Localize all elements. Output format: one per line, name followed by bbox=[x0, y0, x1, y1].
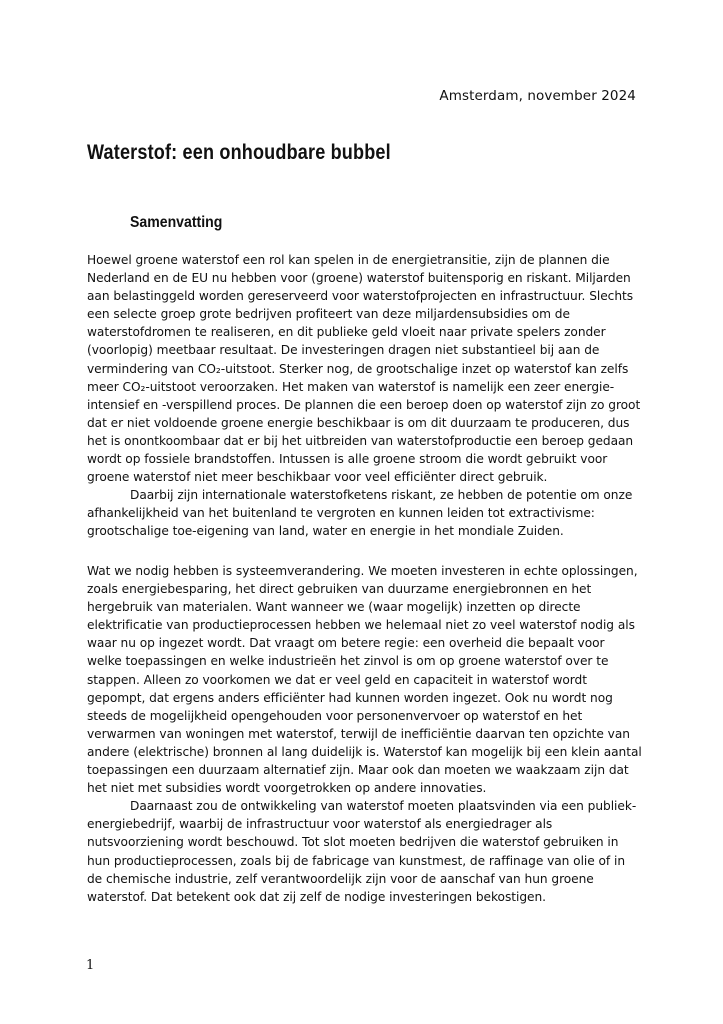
document-title: Waterstof: een onhoudbare bubbel bbox=[87, 141, 391, 164]
recommendations-block bbox=[87, 562, 643, 906]
paragraph-2: Daarbij zijn internationale waterstofketens riskant, ze hebben de potentie om onze afhankelijkheid van het buitenland te vergroten en kunnen leiden tot extractivisme: grootschalige toe-eigening van land, water en energie in het mondiale Zuiden. bbox=[87, 488, 633, 539]
section-heading: Samenvatting bbox=[130, 214, 223, 231]
paragraph-1: Hoewel groene waterstof een rol kan spelen in de energietransitie, zijn de plannen die Nederland en de EU nu hebben voor (groene) waterstof buitensporig en riskant. Miljarden aan belastinggeld worden gereserveerd voor waterstofprojecten en infrastructuur. Slechts een selecte groep grote bedrijven profiteert van deze miljardensubsidies om de waterstofdromen te realiseren, en dit publieke geld vloeit naar private spelers zonder (voorlopig) meetbaar resultaat. De investeringen dragen niet substantieel bij aan de vermindering van CO₂-uitstoot. Sterker nog, de grootschalige inzet op waterstof kan zelfs meer CO₂-uitstoot veroorzaken. Het maken van waterstof is namelijk een zeer energie-intensief en -verspillend proces. De plannen die een beroep doen op waterstof zijn zo groot dat er niet voldoende groene energie beschikbaar is om dit duurzaam te produceren, dus het is onontkoombaar dat er bij het uitbreiden van waterstofproductie een beroep gedaan wordt op fossiele brandstoffen. Intussen is alle groene stroom die wordt gebruikt voor groene waterstof niet meer beschikbaar voor veel efficiënter direct gebruik. bbox=[87, 253, 641, 485]
paragraph-4: Daarnaast zou de ontwikkeling van waterstof moeten plaatsvinden via een publiek-energiebedrijf, waarbij de infrastructuur voor waterstof als energiedrager als nutsvoorziening wordt beschouwd. Tot slot moeten bedrijven die waterstof gebruiken in hun productieprocessen, zoals bij de fabricage van kunstmest, de raffinage van olie of in de chemische industrie, zelf verantwoordelijk zijn voor de aanschaf van hun groene waterstof. Dat betekent ook dat zij zelf de nodige investeringen bekostigen. bbox=[87, 799, 637, 904]
page-number: 1 bbox=[86, 958, 95, 973]
dateline: Amsterdam, november 2024 bbox=[439, 88, 636, 104]
paragraph-3: Wat we nodig hebben is systeemverandering. We moeten investeren in echte oplossingen, zoals energiebesparing, het direct gebruiken van duurzame energiebronnen en het hergebruik van materialen. Want wanneer we (waar mogelijk) inzetten op directe elektrificatie van productieprocessen hebben we helemaal niet zo veel waterstof nodig als waar nu op ingezet wordt. Dat vraagt om betere regie: een overheid die bepaalt voor welke toepassingen en welke industrieën het zinvol is om op groene waterstof over te stappen. Alleen zo voorkomen we dat er veel geld en capaciteit in waterstof wordt gepompt, dat ergens anders efficiënter had kunnen worden ingezet. Ook nu wordt nog steeds de mogelijkheid opengehouden voor personenvervoer op waterstof en het verwarmen van woningen met waterstof, terwijl de inefficiëntie daarvan ten opzichte van andere (elektrische) bronnen al lang duidelijk is. Waterstof kan mogelijk bij een klein aantal toepassingen een duurzaam alternatief zijn. Maar ook dan moeten we waakzaam zijn dat het niet met subsidies wordt voorgetrokken op andere innovaties. bbox=[87, 564, 642, 796]
summary-block bbox=[87, 251, 643, 541]
